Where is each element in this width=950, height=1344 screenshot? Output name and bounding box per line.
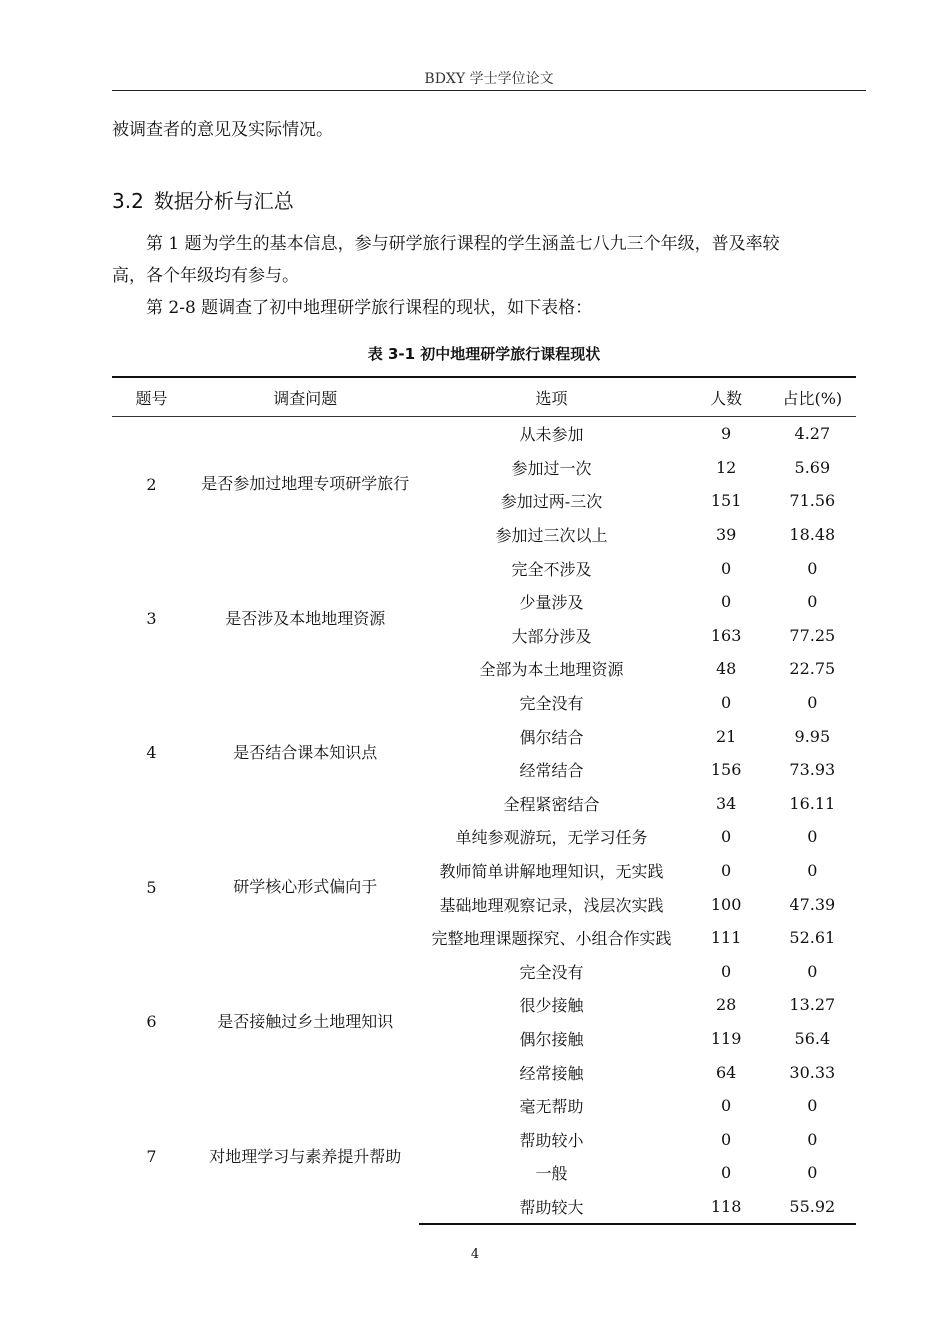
option-cell: 少量涉及: [519, 593, 584, 613]
option-cell: 一般: [535, 1164, 568, 1184]
option-cell: 完全没有: [519, 962, 584, 982]
question-text: 对地理学习与素养提升帮助: [209, 1146, 402, 1166]
header-id: 题号: [112, 377, 191, 417]
question-text: 研学核心形式偏向于: [233, 877, 378, 897]
percent-cell: 0: [807, 558, 818, 578]
header-percent: 占比(%): [769, 377, 856, 417]
table-row: [112, 955, 856, 989]
section-heading: [112, 188, 294, 214]
option-cell: 经常接触: [519, 1063, 584, 1083]
question-cell: [191, 1089, 419, 1224]
percent-cell: 16.11: [789, 793, 836, 813]
option-cell: 经常结合: [519, 761, 584, 781]
count-cell: 12: [715, 457, 737, 477]
percent-cell: 5.69: [794, 457, 831, 477]
percent-cell: 0: [807, 1129, 818, 1149]
percent-cell: 9.95: [794, 726, 831, 746]
option-cell: 全部为本土地理资源: [479, 660, 624, 680]
table-row: [112, 1089, 856, 1123]
paragraph-2: 第 2-8 题调查了初中地理研学旅行课程的现状，如下表格：: [146, 298, 593, 318]
question-cell: [191, 551, 419, 685]
count-cell: 0: [721, 592, 732, 612]
option-cell: 完整地理课题探究、小组合作实践: [431, 929, 672, 949]
count-cell: 21: [715, 726, 737, 746]
question-number: 4: [146, 743, 157, 763]
option-cell: 帮助较大: [419, 1190, 683, 1225]
count-cell: 151: [710, 491, 742, 511]
option-cell: 毫无帮助: [519, 1097, 584, 1117]
question-text: 是否结合课本知识点: [233, 742, 378, 762]
intro-line: 被调查者的意见及实际情况。: [112, 120, 333, 140]
percent-cell: 22.75: [789, 659, 836, 679]
question-number: 2: [146, 474, 157, 494]
option-cell: 参加过三次以上: [495, 526, 608, 546]
option-cell: 偶尔结合: [519, 727, 584, 747]
percent-cell: 56.4: [794, 1028, 831, 1048]
percent-cell: 0: [807, 861, 818, 881]
question-cell: [191, 820, 419, 954]
page-number: 4: [470, 1247, 480, 1262]
count-cell: 34: [715, 793, 737, 813]
question-number: 5: [146, 877, 157, 897]
question-text: 是否涉及本地地理资源: [225, 608, 386, 628]
percent-cell: 13.27: [789, 995, 836, 1015]
count-cell: 100: [710, 894, 742, 914]
table-row: [112, 417, 856, 451]
count-cell: 0: [721, 1163, 732, 1183]
option-cell: 基础地理观察记录，浅层次实践: [439, 895, 664, 915]
option-cell: 完全没有: [519, 694, 584, 714]
question-number: 7: [146, 1147, 157, 1167]
count-cell: 0: [721, 827, 732, 847]
option-cell: 参加过一次: [511, 458, 592, 478]
option-cell: 参加过两-三次: [500, 492, 603, 512]
option-cell: 完全不涉及: [511, 559, 592, 579]
count-cell: 0: [721, 693, 732, 713]
percent-cell: 77.25: [789, 625, 836, 645]
option-cell: 大部分涉及: [511, 626, 592, 646]
header-option: 选项: [419, 377, 683, 417]
option-cell: 教师简单讲解地理知识，无实践: [439, 862, 664, 882]
question-number: 6: [146, 1012, 157, 1032]
table-row: [112, 820, 856, 854]
question-text: 是否参加过地理专项研学旅行: [201, 474, 410, 494]
count-cell: 111: [710, 928, 742, 948]
count-cell: 119: [710, 1028, 742, 1048]
question-cell: [191, 955, 419, 1089]
header-question: 调查问题: [191, 377, 419, 417]
count-cell: 0: [721, 1129, 732, 1149]
percent-cell: 55.92: [769, 1190, 856, 1225]
question-cell: [191, 686, 419, 820]
count-cell: 118: [684, 1190, 769, 1225]
header-title: BDXY 学士学位论文: [424, 71, 554, 87]
percent-cell: 30.33: [789, 1062, 836, 1082]
percent-cell: 0: [807, 1096, 818, 1116]
percent-cell: 0: [807, 827, 818, 847]
count-cell: 163: [710, 625, 742, 645]
question-number: 3: [146, 609, 157, 629]
table-header-row: [112, 377, 856, 417]
table-row: [112, 551, 856, 585]
count-cell: 9: [721, 424, 732, 444]
percent-cell: 52.61: [789, 928, 836, 948]
count-cell: 0: [721, 861, 732, 881]
page-header: [112, 68, 866, 91]
percent-cell: 71.56: [789, 491, 836, 511]
paragraph-1: 第 1 题为学生的基本信息，参与研学旅行课程的学生涵盖七八九三个年级，普及率较: [146, 234, 780, 254]
table-caption: 表 3-1 初中地理研学旅行课程现状: [367, 345, 601, 363]
percent-cell: 0: [807, 693, 818, 713]
count-cell: 0: [721, 558, 732, 578]
table-row: [112, 686, 856, 720]
percent-cell: 0: [807, 1163, 818, 1183]
percent-cell: 0: [807, 961, 818, 981]
option-cell: 偶尔接触: [519, 1029, 584, 1049]
question-text: 是否接触过乡土地理知识: [217, 1011, 394, 1031]
section-number: 3.2: [112, 189, 144, 213]
option-cell: 很少接触: [519, 996, 584, 1016]
percent-cell: 47.39: [789, 894, 836, 914]
header-count: 人数: [684, 377, 769, 417]
question-cell: [191, 417, 419, 552]
percent-cell: 18.48: [789, 525, 836, 545]
count-cell: 0: [721, 1096, 732, 1116]
paragraph-1-cont: 高，各个年级均有参与。: [112, 266, 299, 286]
option-cell: 单纯参观游玩，无学习任务: [455, 828, 648, 848]
percent-cell: 4.27: [794, 424, 831, 444]
option-cell: 帮助较小: [519, 1130, 584, 1150]
survey-table: [112, 376, 856, 1225]
count-cell: 64: [715, 1062, 737, 1082]
count-cell: 48: [715, 659, 737, 679]
count-cell: 28: [715, 995, 737, 1015]
option-cell: 全程紧密结合: [503, 794, 600, 814]
count-cell: 156: [710, 760, 742, 780]
section-title: 数据分析与汇总: [153, 189, 294, 213]
option-cell: 从未参加: [519, 425, 584, 445]
count-cell: 0: [721, 961, 732, 981]
table-body: [112, 417, 856, 1225]
percent-cell: 0: [807, 592, 818, 612]
percent-cell: 73.93: [789, 760, 836, 780]
count-cell: 39: [715, 525, 737, 545]
